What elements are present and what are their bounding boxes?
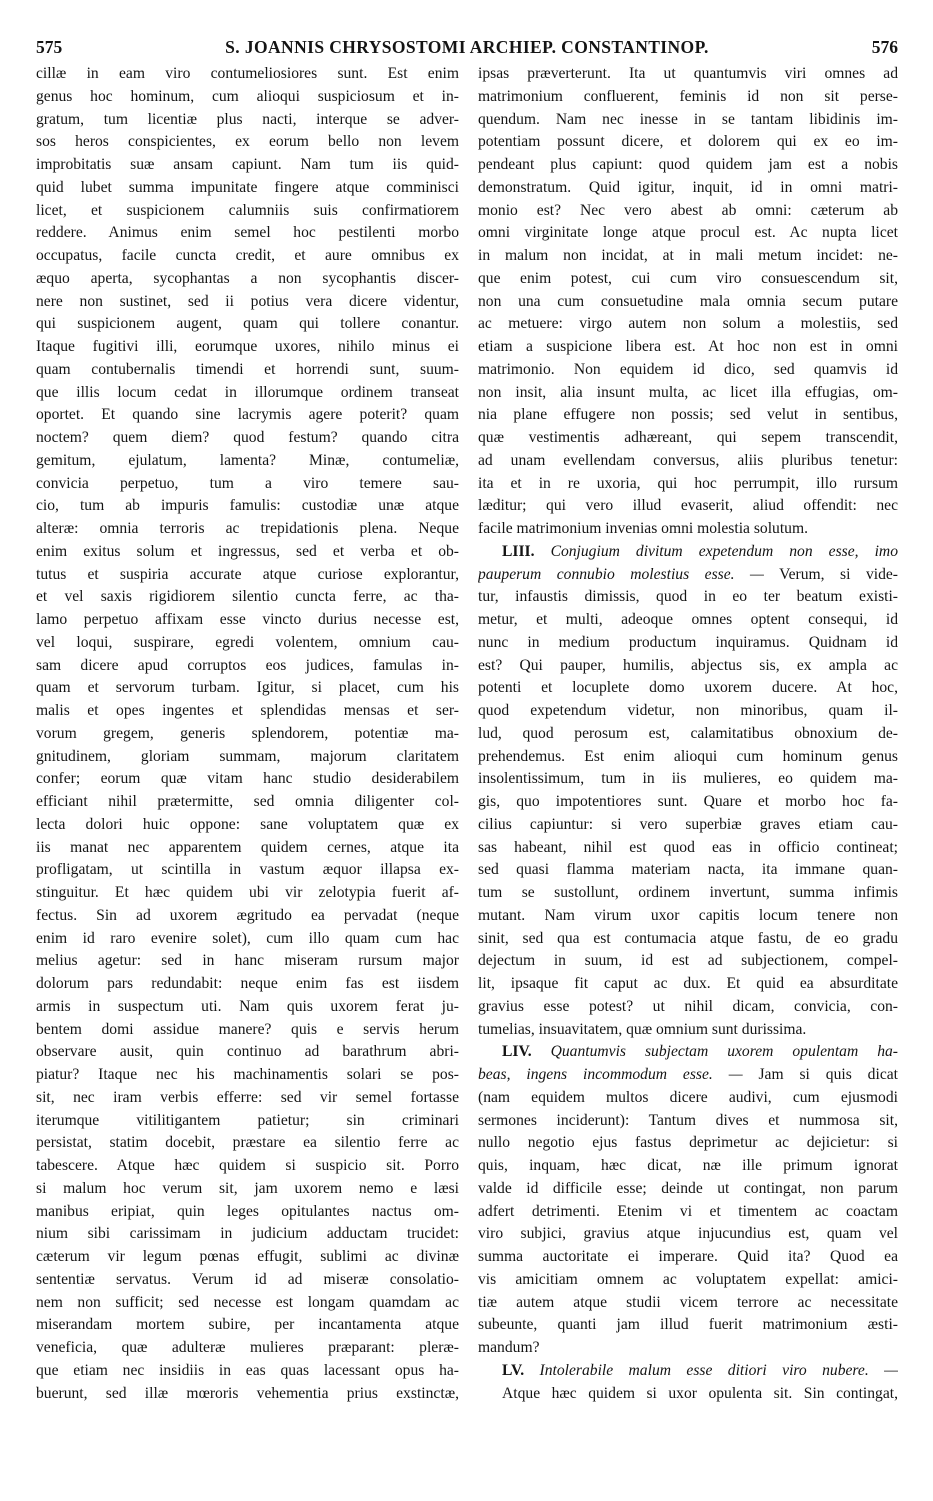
- text-line: facile matrimonium invenias omni molestia solutum.: [478, 520, 809, 537]
- right-column: [478, 63, 898, 1405]
- section-number: LIII.: [502, 542, 535, 560]
- text-line: Atque hæc quidem si uxor opulenta sit. Sin contingat,: [502, 1384, 898, 1402]
- text-line: licet, et suspicionem calumniis suis confirmatiorem: [36, 201, 459, 219]
- text-line: cæterum vir legum pœnas effugit, sublimi ac divinæ: [36, 1248, 459, 1265]
- text-line: ipsas præverterunt. Ita ut quantumvis viri omnes ad: [478, 65, 898, 82]
- text-line: tum se sustollunt, ordinem invertunt, summa infimis: [478, 884, 898, 901]
- text-line: confer; eorum quæ vitam hanc studio desiderabilem: [36, 770, 459, 788]
- text-line: nere non sustinet, sed ii potius vera dicere videntur,: [36, 292, 459, 310]
- text-line: nia plane effugere non possis; sed velut in sentibus,: [478, 406, 898, 424]
- section-text-start: Verum, si vide-: [779, 565, 898, 583]
- text-line: potentiam possunt dicere, et dolorem qui ex eo im-: [478, 133, 898, 151]
- section-heading: [478, 1041, 898, 1064]
- text-line: malis et opes ingentes et splendidas mensas et ser-: [36, 702, 459, 719]
- text-line: lamo perpetuo affixam esse vincto durius necesse est,: [36, 611, 459, 628]
- text-line: (nam equidem multos dicere audivi, cum ejusmodi: [478, 1088, 898, 1106]
- text-line: etiam a suspicione libera est. At hoc non est in omni: [478, 338, 898, 355]
- section-heading: [478, 541, 898, 564]
- text-line: vel loqui, suspirare, egredi volentem, omnium cau-: [36, 633, 459, 651]
- section-number: LV.: [502, 1361, 525, 1379]
- text-line: mutant. Nam virum uxor capitis locum tenere non: [478, 906, 898, 924]
- text-line: improbitatis suæ ansam capiunt. Nam tum iis quid-: [36, 156, 459, 173]
- text-line: et vel saxis rigidiorem silentio cuncta ferre, ac tha-: [36, 588, 459, 606]
- text-line: sinit, sed qua est contumacia atque fastu, de eo gradu: [478, 929, 898, 947]
- text-line: gratum, tum licentiæ plus nacti, interque se adver-: [36, 110, 459, 128]
- text-line: lecta dolori huic oppone: sane voluptatem quæ ex: [36, 815, 459, 833]
- text-line: persistat, statim docebit, præstare ea silentio ferre ac: [36, 1134, 459, 1152]
- text-line: que illis locum cedat in illorumque ordinem transeat: [36, 383, 459, 401]
- section-number: LIV.: [502, 1043, 532, 1061]
- text-line: quod expetendum videtur, non minoribus, quam il-: [478, 702, 898, 719]
- text-line: bentem domi assidue manere? quis e servis herum: [36, 1020, 459, 1038]
- text-line: alteræ: omnia terroris ac trepidationis plena. Neque: [36, 520, 459, 537]
- text-line: enim exitus solum et ingressus, sed et verba et ob-: [36, 542, 459, 560]
- text-line: pendeant plus capiunt: quod quidem jam est a nobis: [478, 156, 898, 173]
- text-line: monio est? Nec vero abest ab omni: cæterum ab: [478, 201, 898, 219]
- section-title-cont: pauperum connubio molestius esse. —: [478, 565, 764, 583]
- text-line: sententiæ servatus. Verum id ad miseræ consolatio-: [36, 1270, 459, 1288]
- text-line: noctem? quem diem? quod festum? quando citra: [36, 429, 459, 446]
- text-line: tabescere. Atque hæc quidem si suspicio sit. Porro: [36, 1157, 459, 1174]
- section-heading-cont: [478, 1064, 898, 1087]
- text-line: prehendemus. Est enim alioqui cum hominum genus: [478, 747, 898, 765]
- text-line: æquo aperta, sycophantas a non sycophantis discer-: [36, 269, 459, 287]
- text-line: potenti et locuplete domo uxorem ducere. At hoc,: [478, 679, 898, 697]
- text-line: miserandam mortem subire, per incantamenta atque: [36, 1316, 459, 1334]
- text-line: demonstratum. Quid igitur, inquit, id in omni matri-: [478, 178, 898, 196]
- text-line: ad unam evellendam conversus, aliis pluribus tenetur:: [478, 451, 898, 469]
- text-line: gnitudinem, gloriam summam, majorum claritatem: [36, 747, 459, 765]
- text-line: subeunte, quanti jam illud fuerit matrimonium æsti-: [478, 1316, 898, 1334]
- text-line: non una cum consuetudine mala omnia secum putare: [478, 292, 898, 310]
- text-line: melius agetur: sed in hanc miseram rursum major: [36, 952, 459, 970]
- text-line: Itaque fugitivi illi, eorumque uxores, nihilo minus ei: [36, 338, 459, 355]
- section-heading-cont: [478, 564, 898, 587]
- running-title: S. JOANNIS CHRYSOSTOMI ARCHIEP. CONSTANTINOP.: [225, 37, 709, 57]
- text-line: que etiam nec insidiis in eas quas lacessant opus ha-: [36, 1361, 459, 1379]
- text-line: occupatus, facile cuncta credit, et aure omnibus ex: [36, 247, 459, 264]
- text-line: cillæ in eam viro contumeliosiores sunt. Est enim: [36, 65, 459, 82]
- text-line: tumelias, insuavitatem, quæ omnium sunt durissima.: [478, 1020, 807, 1038]
- text-line: nunc in medium productum inquiramus. Quidnam id: [478, 633, 898, 651]
- text-line: non insit, alia insunt multa, ac licet illa effugias, om-: [478, 383, 898, 401]
- left-column: [36, 63, 459, 1405]
- section-title: Conjugium divitum expetendum non esse, imo: [550, 542, 898, 560]
- text-line: quam contubernalis timendi et horrendi sunt, suum-: [36, 360, 459, 378]
- text-line: omni virginitate longe atque procul est. Ac nupta licet: [478, 224, 898, 242]
- text-line: fectus. Sin ad uxorem ægritudo ea pervadat (neque: [36, 906, 459, 924]
- text-line: gravius esse potest? ut nihil dicam, convicia, con-: [478, 997, 898, 1015]
- section-heading: [478, 1360, 898, 1383]
- text-line: manibus eripiat, quin leges opitulantes nactus om-: [36, 1202, 459, 1220]
- text-line: dolorum pars redundabit: neque enim fas est iisdem: [36, 975, 459, 992]
- text-line: convicia perpetuo, tum a viro temere sau-: [36, 474, 459, 492]
- text-line: profligatam, ut scintilla in vastum æquor illapsa ex-: [36, 861, 459, 879]
- text-line: reddere. Animus enim semel hoc pestilenti morbo: [36, 224, 459, 242]
- text-line: læditur; qui vero illud evaserit, aliud offendit: nec: [478, 497, 898, 515]
- text-line: quid lubet summa impunitate fingere atque comminisci: [36, 178, 459, 196]
- text-line: quam et servorum turbam. Igitur, si placet, cum his: [36, 679, 459, 697]
- text-line: stinguitur. Et hæc quidem ubi vir zelotypia fuerit af-: [36, 884, 459, 901]
- section-title-cont: beas, ingens incommodum esse. —: [478, 1066, 743, 1083]
- text-line: nium sibi carissimam in judicium adductam trucidet:: [36, 1225, 459, 1243]
- text-line: nullo negotio ejus fastus deprimetur ac dejicietur: si: [478, 1134, 898, 1152]
- text-line: tiæ autem atque studii vicem terrore ac necessitate: [478, 1293, 898, 1311]
- text-line: sed quasi flamma materiam nacta, ita immane quan-: [478, 861, 898, 879]
- text-line: enim id raro evenire solet), cum illo quam cum hac: [36, 929, 459, 947]
- text-line: insolentissimum, tum in iis mulieres, eo quidem ma-: [478, 770, 898, 788]
- section-text-start: Jam si quis dicat: [758, 1066, 898, 1083]
- text-line: lud, quod perosum est, calamitatibus obnoxium de-: [478, 724, 898, 742]
- text-line: dejectum in suum, id est ad subjectionem, compel-: [478, 952, 898, 970]
- text-line: ita et in re uxoria, qui hoc perrumpit, illo rursum: [478, 474, 898, 492]
- text-line: sos heros conspicientes, ex eorum bello non levem: [36, 133, 459, 151]
- text-line: iis manat nec apparentem quidem cernes, atque ita: [36, 838, 459, 856]
- text-line: sas habeant, nihil est quod eas in officio contineat;: [478, 838, 898, 856]
- text-line: genus hoc hominum, cum alioqui suspiciosum et in-: [36, 87, 459, 105]
- text-line: vis amicitiam omnem ac voluptatem expellat: amici-: [478, 1270, 898, 1288]
- text-line: cilius capiuntur: si vero superbiæ graves etiam cau-: [478, 815, 898, 833]
- text-line: tur, infaustis dimissis, quod in eo ter beatum existi-: [478, 588, 898, 606]
- text-line: oportet. Et quando sine lacrymis agere poterit? quam: [36, 406, 459, 424]
- text-line: sermones inciderunt): Tantum dives et nummosa sit,: [478, 1111, 898, 1129]
- text-line: quis, inquam, hæc dicat, næ ille primum ignorat: [478, 1157, 898, 1174]
- text-line: que enim potest, cui cum viro consuescendum sit,: [478, 269, 898, 287]
- text-line: qui suspicionem augent, quam qui tollere conantur.: [36, 315, 459, 333]
- text-line: mandum?: [478, 1339, 540, 1356]
- page-number-left: 575: [36, 37, 63, 57]
- section-title: Quantumvis subjectam uxorem opulentam ha-: [550, 1043, 898, 1061]
- text-line: matrimonio. Non equidem id dico, sed quamvis id: [478, 360, 898, 378]
- text-line: quæ vestimentis adhæreant, qui sepem transcendit,: [478, 429, 898, 446]
- text-line: nem non sufficit; sed necesse est longam quamdam ac: [36, 1293, 459, 1311]
- text-line: iterumque vitilitigantem patietur; sin criminari: [36, 1111, 459, 1129]
- text-line: gis, quo impotentiores sunt. Quare et morbo hoc fa-: [478, 793, 898, 810]
- text-line: est? Qui pauper, humilis, abjectus sis, ex ampla ac: [478, 656, 898, 674]
- text-line: veneficia, quæ adulteræ mulieres præparant: pleræ-: [36, 1339, 459, 1356]
- text-line: gemitum, ejulatum, lamenta? Minæ, contumeliæ,: [36, 451, 459, 469]
- text-line: adfert detrimenti. Etenim vi et timentem ac coactam: [478, 1202, 898, 1220]
- text-line: matrimonium confluerent, feminis id non sit perse-: [478, 87, 898, 105]
- text-line: in malum non incidat, at in mali metum incidet: ne-: [478, 247, 898, 264]
- text-line: viro subjici, gravius atque injucundius est, quam vel: [478, 1225, 898, 1243]
- text-line: lit, ipsaque fit caput ac dux. Et quid ea absurditate: [478, 975, 898, 992]
- text-line: valde id difficile esse; deinde ut contingat, non parum: [478, 1179, 898, 1197]
- text-line: summa auctoritate ei imperare. Quid ita? Quod ea: [478, 1248, 898, 1265]
- text-line: efficiant nihil prætermitte, sed omnia diligenter col-: [36, 793, 459, 810]
- text-line: quendum. Nam nec inesse in se tantam libidinis im-: [478, 110, 898, 128]
- text-line: metur, et multi, adeoque omnes optent consequi, id: [478, 611, 898, 628]
- text-line: armis in suspectum uti. Nam quis uxorem ferat ju-: [36, 997, 459, 1015]
- text-line: buerunt, sed illæ mœroris vehementia prius exstinctæ,: [36, 1384, 459, 1402]
- text-line: vorum gregem, generis splendorem, potentiæ ma-: [36, 724, 459, 742]
- section-title: Intolerabile malum esse ditiori viro nubere. —: [539, 1361, 898, 1379]
- text-line: sit, nec iram verbis efferre: sed vir semel fortasse: [36, 1088, 459, 1106]
- text-line: observare ausit, quin continuo ad barathrum abri-: [36, 1043, 459, 1061]
- running-header: [36, 34, 898, 60]
- text-line: cio, tum ab impuris famulis: custodiæ unæ atque: [36, 497, 459, 515]
- page-number-right: 576: [871, 37, 898, 57]
- text-line: tutus et suspiria accurate atque curiose explorantur,: [36, 565, 459, 583]
- text-line: ac metuere: virgo autem non solum a molestiis, sed: [478, 315, 898, 333]
- text-line: sam dicere apud corruptos eos judices, famulas in-: [36, 656, 459, 674]
- text-line: si malum hoc verum sit, jam uxorem nemo e læsi: [36, 1179, 459, 1197]
- text-line: piatur? Itaque nec his machinamentis solari se pos-: [36, 1066, 459, 1083]
